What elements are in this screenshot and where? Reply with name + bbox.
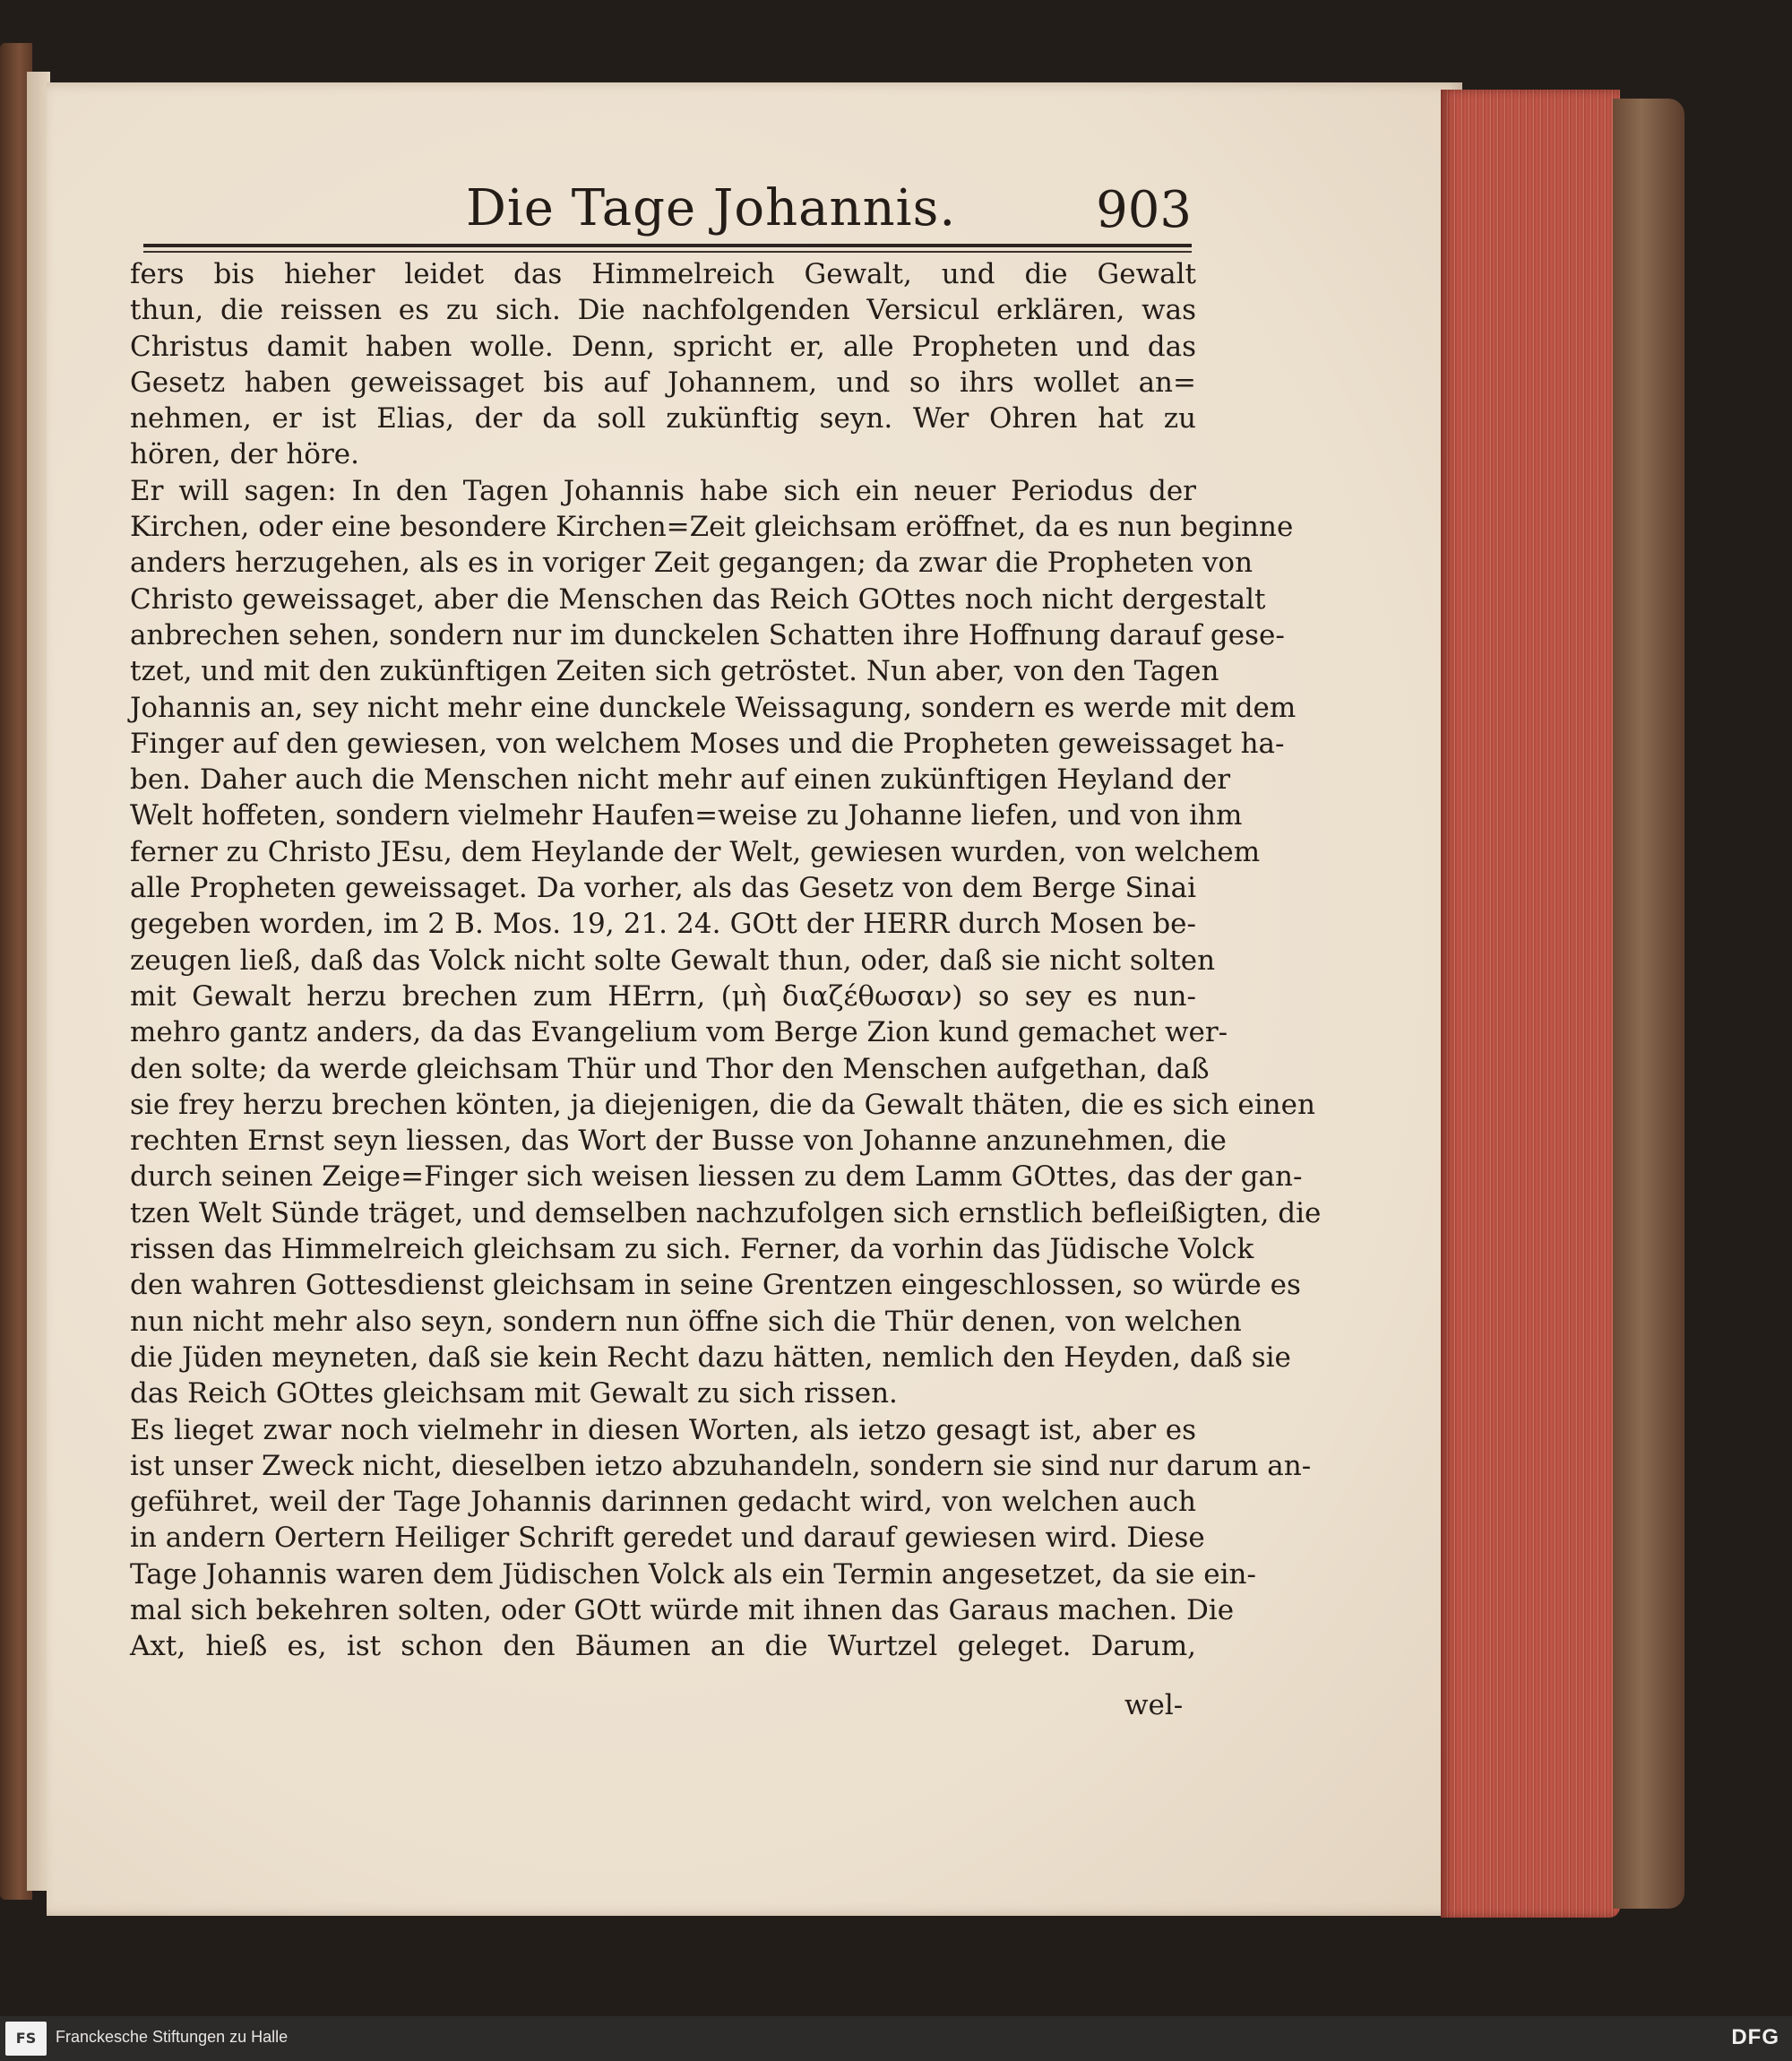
book-cover-right <box>1613 99 1684 1909</box>
text-line: den solte; da werde gleichsam Thür und Thor den Menschen aufgethan, daß <box>130 1052 1210 1085</box>
text-line: geführet, weil der Tage Johannis darinnen gedacht wird, von welchen auch <box>130 1486 1196 1519</box>
text-line: Finger auf den gewiesen, von welchem Moses und die Propheten geweissaget ha- <box>130 727 1285 760</box>
text-line: fers bis hieher leidet das Himmelreich Gewalt, und die Gewalt <box>130 258 1196 290</box>
text-line: ben. Daher auch die Menschen nicht mehr auf einen zukünftigen Heyland der <box>130 763 1231 797</box>
running-head <box>143 179 1192 247</box>
text-line: den wahren Gottesdienst gleichsam in seine Grentzen eingeschlossen, so würde es <box>130 1269 1301 1302</box>
text-line: Axt, hieß es, ist schon den Bäumen an die Wurtzel geleget. Darum, <box>130 1630 1196 1663</box>
text-line: mehro gantz anders, da das Evangelium vom Berge Zion kund gemachet wer- <box>130 1016 1228 1049</box>
text-line: mit Gewalt herzu brechen zum HErrn, (μὴ διαζέθωσαν) so sey es nun- <box>130 979 1196 1013</box>
text-line: zeugen ließ, daß das Volck nicht solte Gewalt thun, oder, daß sie nicht solten <box>130 944 1216 977</box>
text-line: durch seinen Zeige=Finger sich weisen liessen zu dem Lamm GOttes, das der gan- <box>130 1160 1303 1194</box>
dfg-logo: DFG <box>1731 2025 1779 2049</box>
body-text <box>130 256 1322 1665</box>
text-line: anders herzugehen, als es in voriger Zeit gegangen; da zwar die Propheten von <box>130 547 1254 580</box>
text-line: Gesetz haben geweissaget bis auf Johannem, und so ihrs wollet an= <box>130 366 1196 399</box>
text-line: nun nicht mehr also seyn, sondern nun öffne sich die Thür denen, von welchen <box>130 1305 1242 1338</box>
page-number: 903 <box>1096 181 1192 239</box>
text-line: Christus damit haben wolle. Denn, spricht er, alle Propheten und das <box>130 330 1196 363</box>
text-line: hören, der höre. <box>130 438 359 471</box>
text-line: gegeben worden, im 2 B. Mos. 19, 21. 24. GOtt der HERR durch Mosen be- <box>130 908 1196 941</box>
text-line: Welt hoffeten, sondern vielmehr Haufen=weise zu Johanne liefen, und von ihm <box>130 799 1243 832</box>
institution-logo <box>5 2022 47 2056</box>
text-line: rechten Ernst seyn liessen, das Wort der Busse von Johanne anzunehmen, die <box>130 1125 1227 1158</box>
catchword: wel- <box>1124 1689 1184 1721</box>
text-line: alle Propheten geweissaget. Da vorher, als das Gesetz von dem Berge Sinai <box>130 872 1196 905</box>
text-line: Christo geweissaget, aber die Menschen das Reich GOttes noch nicht dergestalt <box>130 582 1266 616</box>
institution-name: Franckesche Stiftungen zu Halle <box>56 2028 289 2046</box>
text-line: das Reich GOttes gleichsam mit Gewalt zu sich rissen. <box>130 1377 898 1410</box>
text-line: tzet, und mit den zukünftigen Zeiten sich getröstet. Nun aber, von den Tagen <box>130 655 1219 688</box>
text-line: thun, die reissen es zu sich. Die nachfolgenden Versicul erklären, was <box>130 294 1196 327</box>
page-edges <box>1441 90 1620 1918</box>
text-line: Es lieget zwar noch vielmehr in diesen Worten, als ietzo gesagt ist, aber es <box>130 1413 1196 1446</box>
header-rule <box>143 251 1192 253</box>
text-line: Tage Johannis waren dem Jüdischen Volck als ein Termin angesetzet, da sie ein- <box>130 1557 1256 1591</box>
text-line: ist unser Zweck nicht, dieselben ietzo abzuhandeln, sondern sie sind nur darum an- <box>130 1449 1312 1482</box>
viewer-footer <box>0 2016 1792 2061</box>
text-line: rissen das Himmelreich gleichsam zu sich. Ferner, da vorhin das Jüdische Volck <box>130 1233 1254 1266</box>
text-line: ferner zu Christo JEsu, dem Heylande der Welt, gewiesen wurden, von welchem <box>130 835 1261 868</box>
text-line: Kirchen, oder eine besondere Kirchen=Zeit gleichsam eröffnet, da es nun beginne <box>130 511 1294 544</box>
text-line: mal sich bekehren solten, oder GOtt würde mit ihnen das Garaus machen. Die <box>130 1593 1235 1626</box>
text-line: tzen Welt Sünde träget, und demselben nachzufolgen sich ernstlich befleißigten, die <box>130 1196 1322 1229</box>
text-line: sie frey herzu brechen könten, ja diejenigen, die da Gewalt thäten, die es sich einen <box>130 1088 1315 1121</box>
text-line: nehmen, er ist Elias, der da soll zukünftig seyn. Wer Ohren hat zu <box>130 402 1196 435</box>
text-line: in andern Oertern Heiliger Schrift geredet und darauf gewiesen wird. Diese <box>130 1522 1205 1555</box>
text-line: Johannis an, sey nicht mehr eine dunckele Weissagung, sondern es werde mit dem <box>130 691 1297 724</box>
text-line: Er will sagen: In den Tagen Johannis habe sich ein neuer Periodus der <box>130 474 1196 507</box>
text-line: die Jüden meyneten, daß sie kein Recht dazu hätten, nemlich den Heyden, daß sie <box>130 1341 1291 1374</box>
institution-logo-text: FS <box>15 2030 37 2047</box>
running-title: Die Tage Johannis. <box>466 179 957 237</box>
text-line: anbrechen sehen, sondern nur im dunckelen Schatten ihre Hoffnung darauf gese- <box>130 618 1285 651</box>
